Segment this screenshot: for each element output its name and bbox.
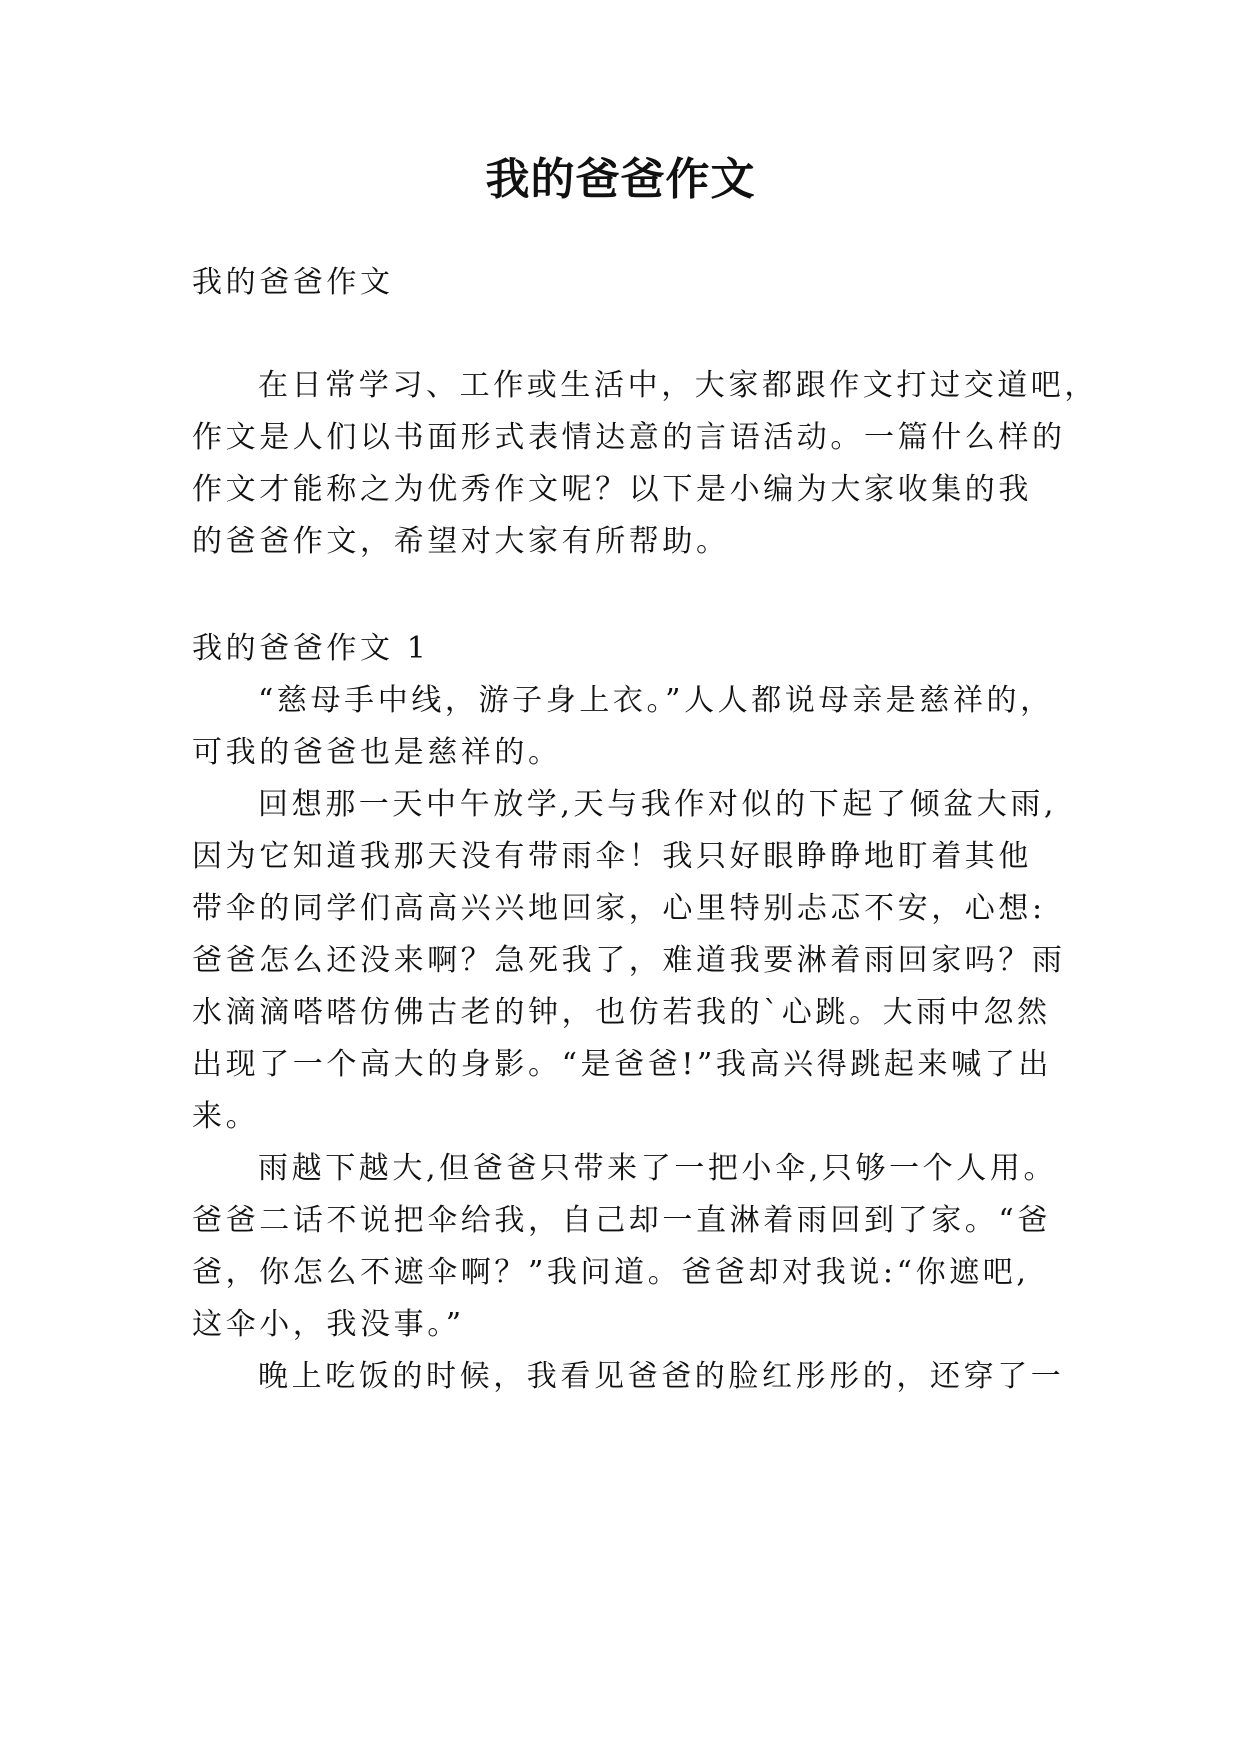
body-line: 这伞小，我没事。” xyxy=(192,1307,465,1342)
body-line: 爸爸二话不说把伞给我，自己却一直淋着雨回到了家。“爸 xyxy=(192,1203,1051,1238)
body-line: 来。 xyxy=(192,1099,260,1134)
body-line: 水滴滴嗒嗒仿佛古老的钟，也仿若我的`心跳。大雨中忽然 xyxy=(192,995,1051,1030)
intro-line: 在日常学习、工作或生活中，大家都跟作文打过交道吧， xyxy=(258,368,1098,403)
intro-line: 作文是人们以书面形式表情达意的言语活动。一篇什么样的 xyxy=(192,420,1066,455)
body-line: 带伞的同学们高高兴兴地回家，心里特别忐忑不安，心想: xyxy=(192,891,1046,926)
body-line: 爸爸怎么还没来啊？急死我了，难道我要淋着雨回家吗？雨 xyxy=(192,943,1066,978)
body-line: 爸，你怎么不遮伞啊？”我问道。爸爸却对我说:“你遮吧, xyxy=(192,1255,1030,1290)
body-line: 因为它知道我那天没有带雨伞！我只好眼睁睁地盯着其他 xyxy=(192,839,1032,874)
intro-line: 的爸爸作文，希望对大家有所帮助。 xyxy=(192,524,730,559)
body-line: 可我的爸爸也是慈祥的。 xyxy=(192,735,562,770)
body-line: “慈母手中线，游子身上衣。”人人都说母亲是慈祥的， xyxy=(258,683,1054,718)
body-line: 晚上吃饭的时候，我看见爸爸的脸红彤彤的，还穿了一 xyxy=(258,1359,1065,1394)
intro-line: 作文才能称之为优秀作文呢？以下是小编为大家收集的我 xyxy=(192,472,1032,507)
document-subtitle: 我的爸爸作文 xyxy=(192,265,394,300)
body-line: 出现了一个高大的身影。“是爸爸!”我高兴得跳起来喊了出 xyxy=(192,1047,1052,1082)
section-heading: 我的爸爸作文 1 xyxy=(192,631,430,666)
document-title: 我的爸爸作文 xyxy=(485,154,756,205)
body-line: 回想那一天中午放学,天与我作对似的下起了倾盆大雨, xyxy=(258,787,1058,822)
body-line: 雨越下越大,但爸爸只带来了一把小伞,只够一个人用。 xyxy=(258,1151,1058,1186)
